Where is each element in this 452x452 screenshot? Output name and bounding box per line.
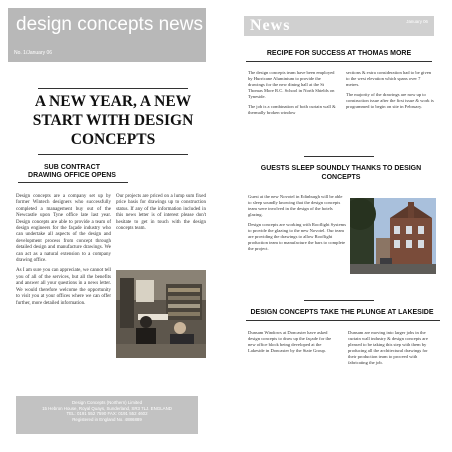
sub-article-headline	[20, 164, 124, 180]
footer-registration: Registered in England No. 4886889	[72, 416, 142, 422]
lead-bottom-rule	[38, 154, 188, 155]
news-banner	[244, 16, 434, 36]
news-date: January 06	[406, 19, 428, 24]
sub-article-rule	[18, 182, 128, 183]
sub-article-column-1	[16, 194, 111, 311]
news-title: News	[250, 17, 291, 34]
sub-article-column-2	[116, 194, 206, 236]
paragraph: Our projects are priced on a lump sum fixed price basis for drawings up to construction status. If any of the information included in this news letter is of interest please don't hesitate to get in touch with the design concepts team.	[116, 194, 206, 232]
footer-address: 15 Hebron House, Royal Quays, Sunderland, SR3 7LJ. ENGLAND	[42, 405, 172, 411]
article-2-top-rule	[304, 156, 374, 157]
hotel-photo	[350, 198, 436, 274]
office-photo	[116, 270, 206, 358]
sub-headline-line2: DRAWING OFFICE OPENS	[28, 172, 116, 179]
article-2-headline: GUESTS SLEEP SOUNDLY THANKS TO DESIGN CONCEPTS	[260, 165, 422, 181]
left-page	[8, 8, 206, 438]
masthead	[8, 8, 206, 62]
article-3-rule	[246, 320, 440, 321]
article-1-headline: RECIPE FOR SUCCESS AT THOMAS MORE	[266, 50, 412, 57]
article-1-rule	[246, 61, 432, 62]
article-1-column-1	[248, 70, 338, 120]
article-2-body	[248, 194, 346, 256]
paragraph: As I am sure you can appreciate, we cannot tell you of all of the services, but all the benefits and answer all your questions in a news letter. We would therefore welcome the opportunity to visit you at your offices where we can offer further, more detailed information.	[16, 268, 111, 306]
issue-number: No. 1/January 06	[14, 50, 53, 56]
masthead-title: design concepts news	[16, 14, 203, 35]
paragraph: The majority of the drawings are now up to construction issue after the first issue & work is programmed to begin on site in February.	[346, 92, 434, 109]
paragraph: The job is a combination of both curtain wall & thermally broken window	[248, 104, 336, 115]
article-3-column-2	[348, 330, 436, 370]
paragraph: Design concepts are a company set up by former Wintech designers who successfully completed a management buy out of the Newcastle upon Tyne office late last year. Design concepts are able to provide a team of design engineers for the façade industry who can undertake all aspects of the design and development process from concept through detailed design and manufacture drawings. We can act as a natural extension to a company drawing office.	[16, 194, 111, 264]
footer-address-block	[16, 396, 198, 434]
sub-headline-line1: SUB CONTRACT	[44, 164, 100, 171]
paragraph: sections & extra consideration had to be given to the west elevation which spans over 7 metres.	[346, 70, 432, 87]
article-3-column-1	[248, 330, 338, 358]
article-3-headline: DESIGN CONCEPTS TAKE THE PLUNGE AT LAKESIDE	[250, 309, 434, 316]
footer-company: Design Concepts (Northern) Limited	[71, 400, 143, 405]
paragraph: Design concepts are working with Rooflight Systems to provide the glazing to the new Novotel. Our team are providing the drawings to allow Rooflight production team to manufacture the bars to complete the project.	[248, 222, 346, 251]
paragraph: The design concepts team have been employed by Hurricane Aluminium to provide the drawings for the new dining hall at the St Thomas More R.C. School in North Shields on Tyneside.	[248, 70, 335, 99]
lead-top-rule	[38, 88, 188, 89]
footer-phone: TEL: 0191 552 7590 FAX: 0191 552 4602	[66, 411, 148, 417]
paragraph: Dunsam Windows at Doncaster have asked design concepts to draw up the façade for the new office block being developed at the Lakeside in Doncaster by the State Group.	[248, 330, 332, 353]
paragraph: Guest at the new Novotel in Edinburgh will be able to sleep soundly knowing that the design concepts team were involved in the design of the hotels glazing.	[248, 194, 343, 217]
article-1-column-2	[346, 70, 434, 114]
lead-headline: A NEW YEAR, A NEW START WITH DESIGN CONCEPTS	[32, 93, 194, 148]
right-page	[244, 8, 444, 438]
paragraph: Dunsam are moving into larger jobs in the curtain wall industry & design concepts are pleased to be taking this step with them by producing all the architectural drawings for their production team to proceed with fabricating the job.	[348, 330, 428, 365]
article-3-top-rule	[304, 300, 374, 301]
